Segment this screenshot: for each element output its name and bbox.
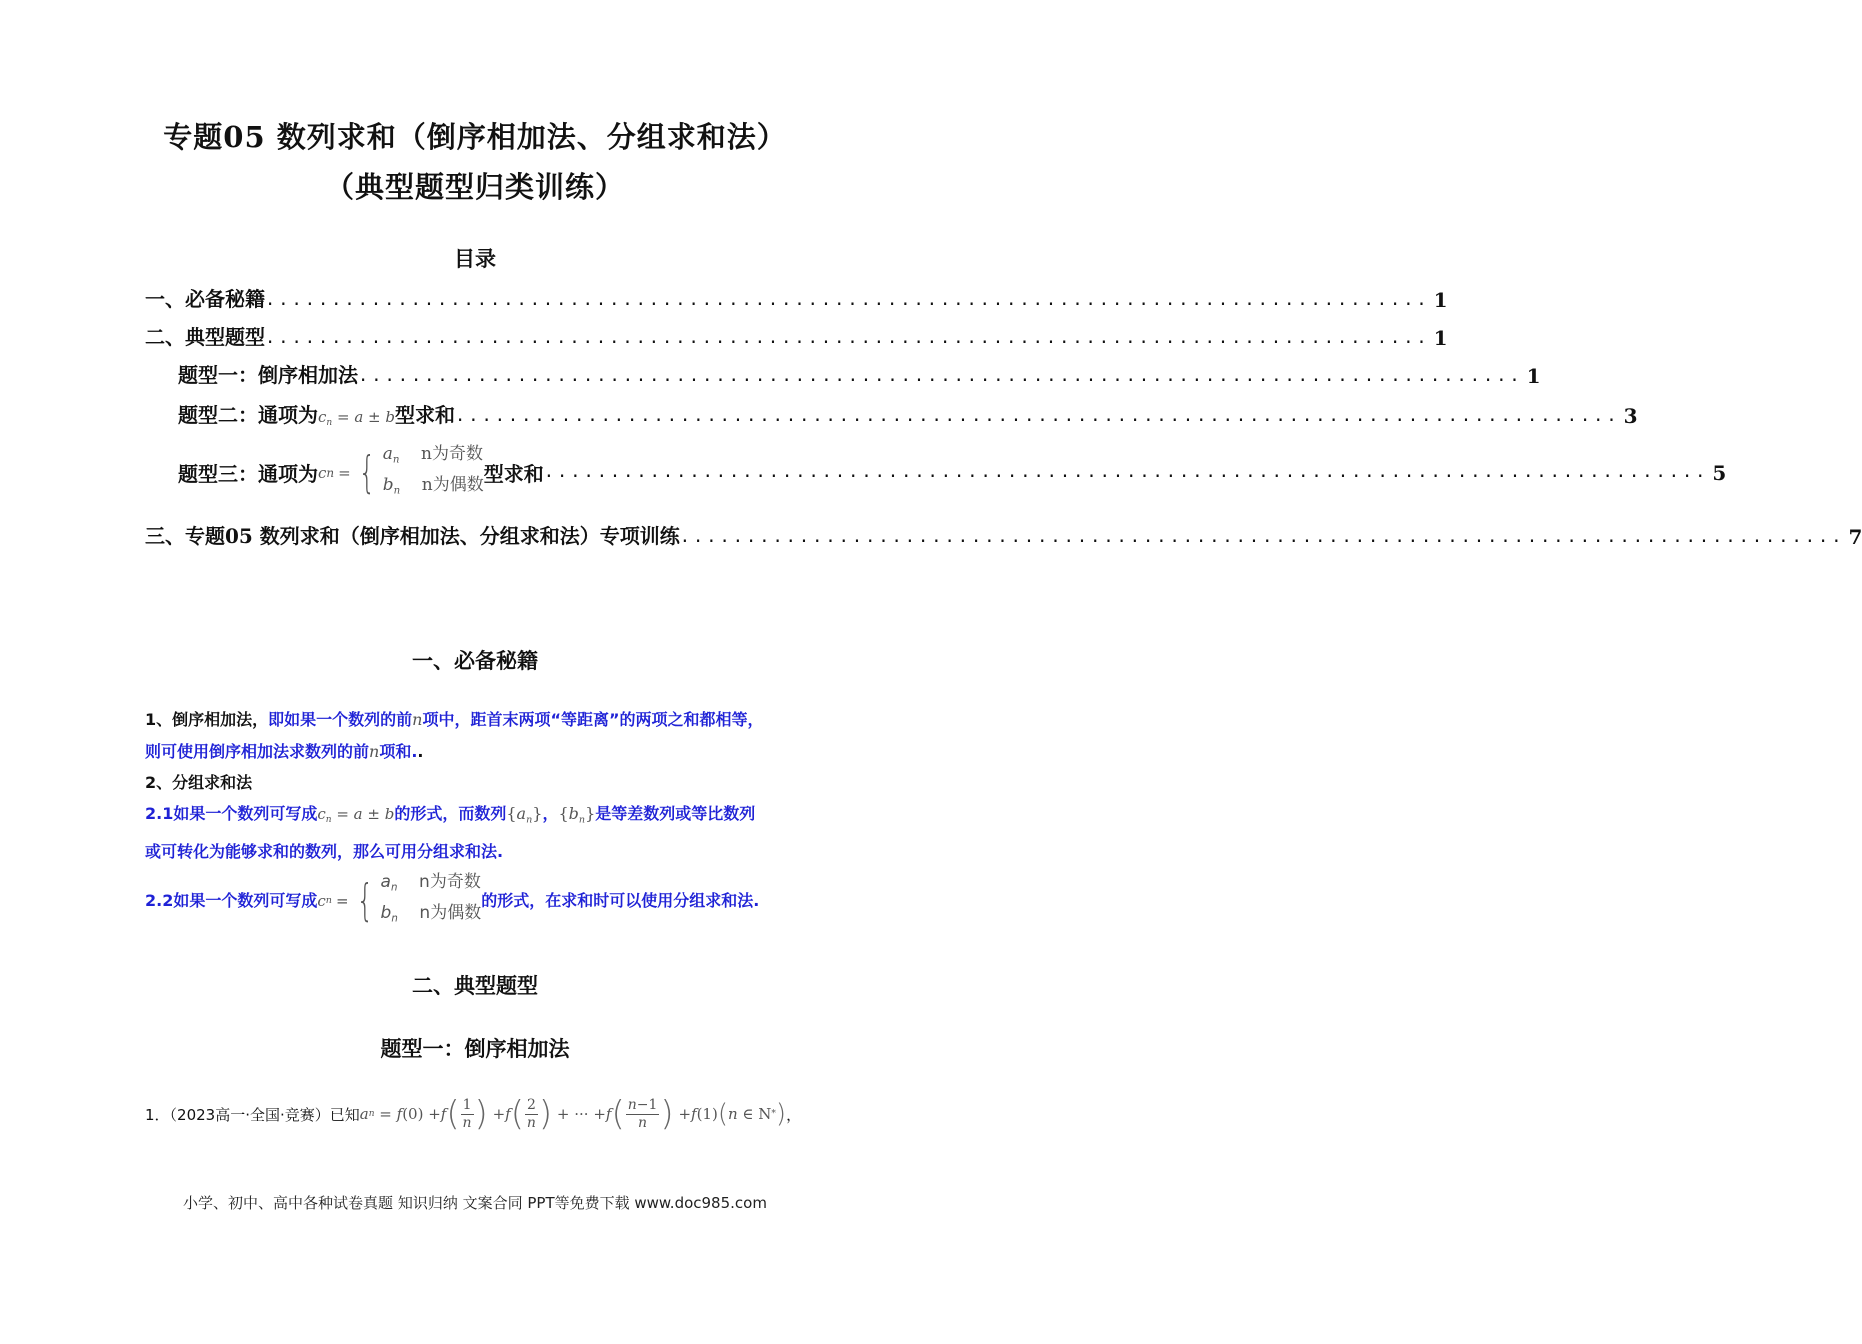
toc-item-1[interactable] [145, 283, 1448, 312]
para-text: 是等差数列或等比数列 [595, 804, 756, 823]
question-text: ， [786, 1105, 802, 1124]
toc-dot-leader: ........................................................................................ [358, 366, 1523, 386]
toc-dot-leader: ........................................................................................ [265, 290, 1430, 310]
formula-piecewise: c n = { $a_n$ n为奇数 $b_n$ n为偶数 [318, 444, 484, 498]
para-text: 项和. [379, 742, 418, 761]
para-text: ， [542, 804, 559, 823]
subsection-heading-type1: 题型一：倒序相加法 [380, 1036, 570, 1061]
section-heading-typical: 二、典型题型 [412, 973, 538, 998]
toc-item-2[interactable] [145, 321, 1448, 350]
paragraph-group-sum-2-2 [145, 870, 810, 931]
para-text: 即如果一个数列的前 [268, 710, 413, 729]
para-text: 项中，距首末两项“等距离”的两项之和都相等， [422, 710, 764, 729]
toc-item-label-suffix: 型求和 [394, 403, 455, 427]
document-title-line1: 专题05 数列求和（倒序相加法、分组求和法） [163, 120, 787, 154]
toc-item-5[interactable] [178, 442, 1727, 503]
toc-page-number: 7 [1848, 525, 1862, 549]
paragraph-group-sum-2-1 [145, 798, 810, 868]
para-text: 2.2如果一个数列可写成 [145, 890, 318, 910]
question-text: 1．（2023高一·全国·竞赛）已知 [145, 1105, 360, 1124]
toc-page-number: 1 [1526, 364, 1541, 388]
para-text: 1、倒序相加法， [145, 710, 269, 729]
toc-item-label-suffix: 型求和 [483, 462, 544, 487]
formula-seq-a: $\{a_n\}$ [506, 804, 543, 826]
page-footer: 小学、初中、高中各种试卷真题 知识归纳 文案合同 PPT等免费下载 www.doc985.com [183, 1194, 767, 1212]
para-text: 则可使用倒序相加法求数列的前 [145, 742, 370, 761]
formula-c-eq-a-pm-b: $c_n = a \pm b$ [317, 805, 395, 826]
formula-c-eq-a-pm-b: $c_n = a \pm b$ [318, 408, 395, 429]
para-text: 2.1如果一个数列可写成 [145, 804, 318, 823]
para-text: . [417, 742, 424, 761]
toc-item-label-prefix: 题型三：通项为 [178, 462, 318, 487]
question-1 [145, 1094, 801, 1134]
para-text: 或可转化为能够求和的数列，那么可用分组求和法. [145, 842, 504, 862]
para-text: 的形式，而数列 [394, 804, 507, 823]
formula-question-1: a n = f (0) + f ( $\frac{1}{n}$ ) + f ( $\frac{2}{n}$ ) + ··· + f ( $\frac{n-1}{n}$ ) + f (1) ( n ∈ N * ) [359, 1094, 787, 1134]
formula-piecewise: c n = { $a_n$ n为奇数 $b_n$ n为偶数 [317, 872, 482, 926]
toc-item-6[interactable] [145, 520, 1862, 549]
toc-item-label: 题型一：倒序相加法 [178, 363, 358, 387]
toc-page-number: 3 [1623, 404, 1638, 429]
paragraph-group-sum-heading: 2、分组求和法 [145, 773, 253, 792]
formula-seq-b: $\{b_n\}$ [558, 804, 596, 826]
para-text: 的形式，在求和时可以使用分组求和法. [481, 890, 760, 910]
toc-page-number: 1 [1433, 326, 1448, 350]
toc-item-label [178, 399, 455, 428]
toc-item-4[interactable] [178, 399, 1638, 429]
toc-item-label: 一、必备秘籍 [145, 287, 265, 311]
toc-dot-leader: ........................................................................................ [454, 406, 1620, 427]
toc-dot-leader: ........................................................................................ [679, 527, 1845, 547]
toc-item-label [178, 442, 544, 503]
toc-item-label-prefix: 题型二：通项为 [178, 403, 318, 427]
toc-heading: 目录 [454, 246, 496, 271]
toc-item-3[interactable] [178, 359, 1541, 388]
toc-item-label: 三、专题05 数列求和（倒序相加法、分组求和法）专项训练 [145, 524, 680, 548]
toc-page-number: 1 [1433, 288, 1448, 312]
toc-dot-leader: ........................................................................................ [543, 461, 1709, 482]
toc-dot-leader: ........................................................................................ [265, 328, 1430, 348]
section-heading-essentials: 一、必备秘籍 [412, 648, 538, 673]
paragraph-reverse-sum: 1、倒序相加法，即如果一个数列的前n项中，距首末两项“等距离”的两项之和都相等， 则可使用倒序相加法求数列的前n项和.. [145, 710, 764, 761]
toc-page-number: 5 [1712, 460, 1727, 485]
document-title-line2: （典型题型归类训练） [324, 170, 625, 204]
toc-item-label: 二、典型题型 [145, 325, 265, 349]
